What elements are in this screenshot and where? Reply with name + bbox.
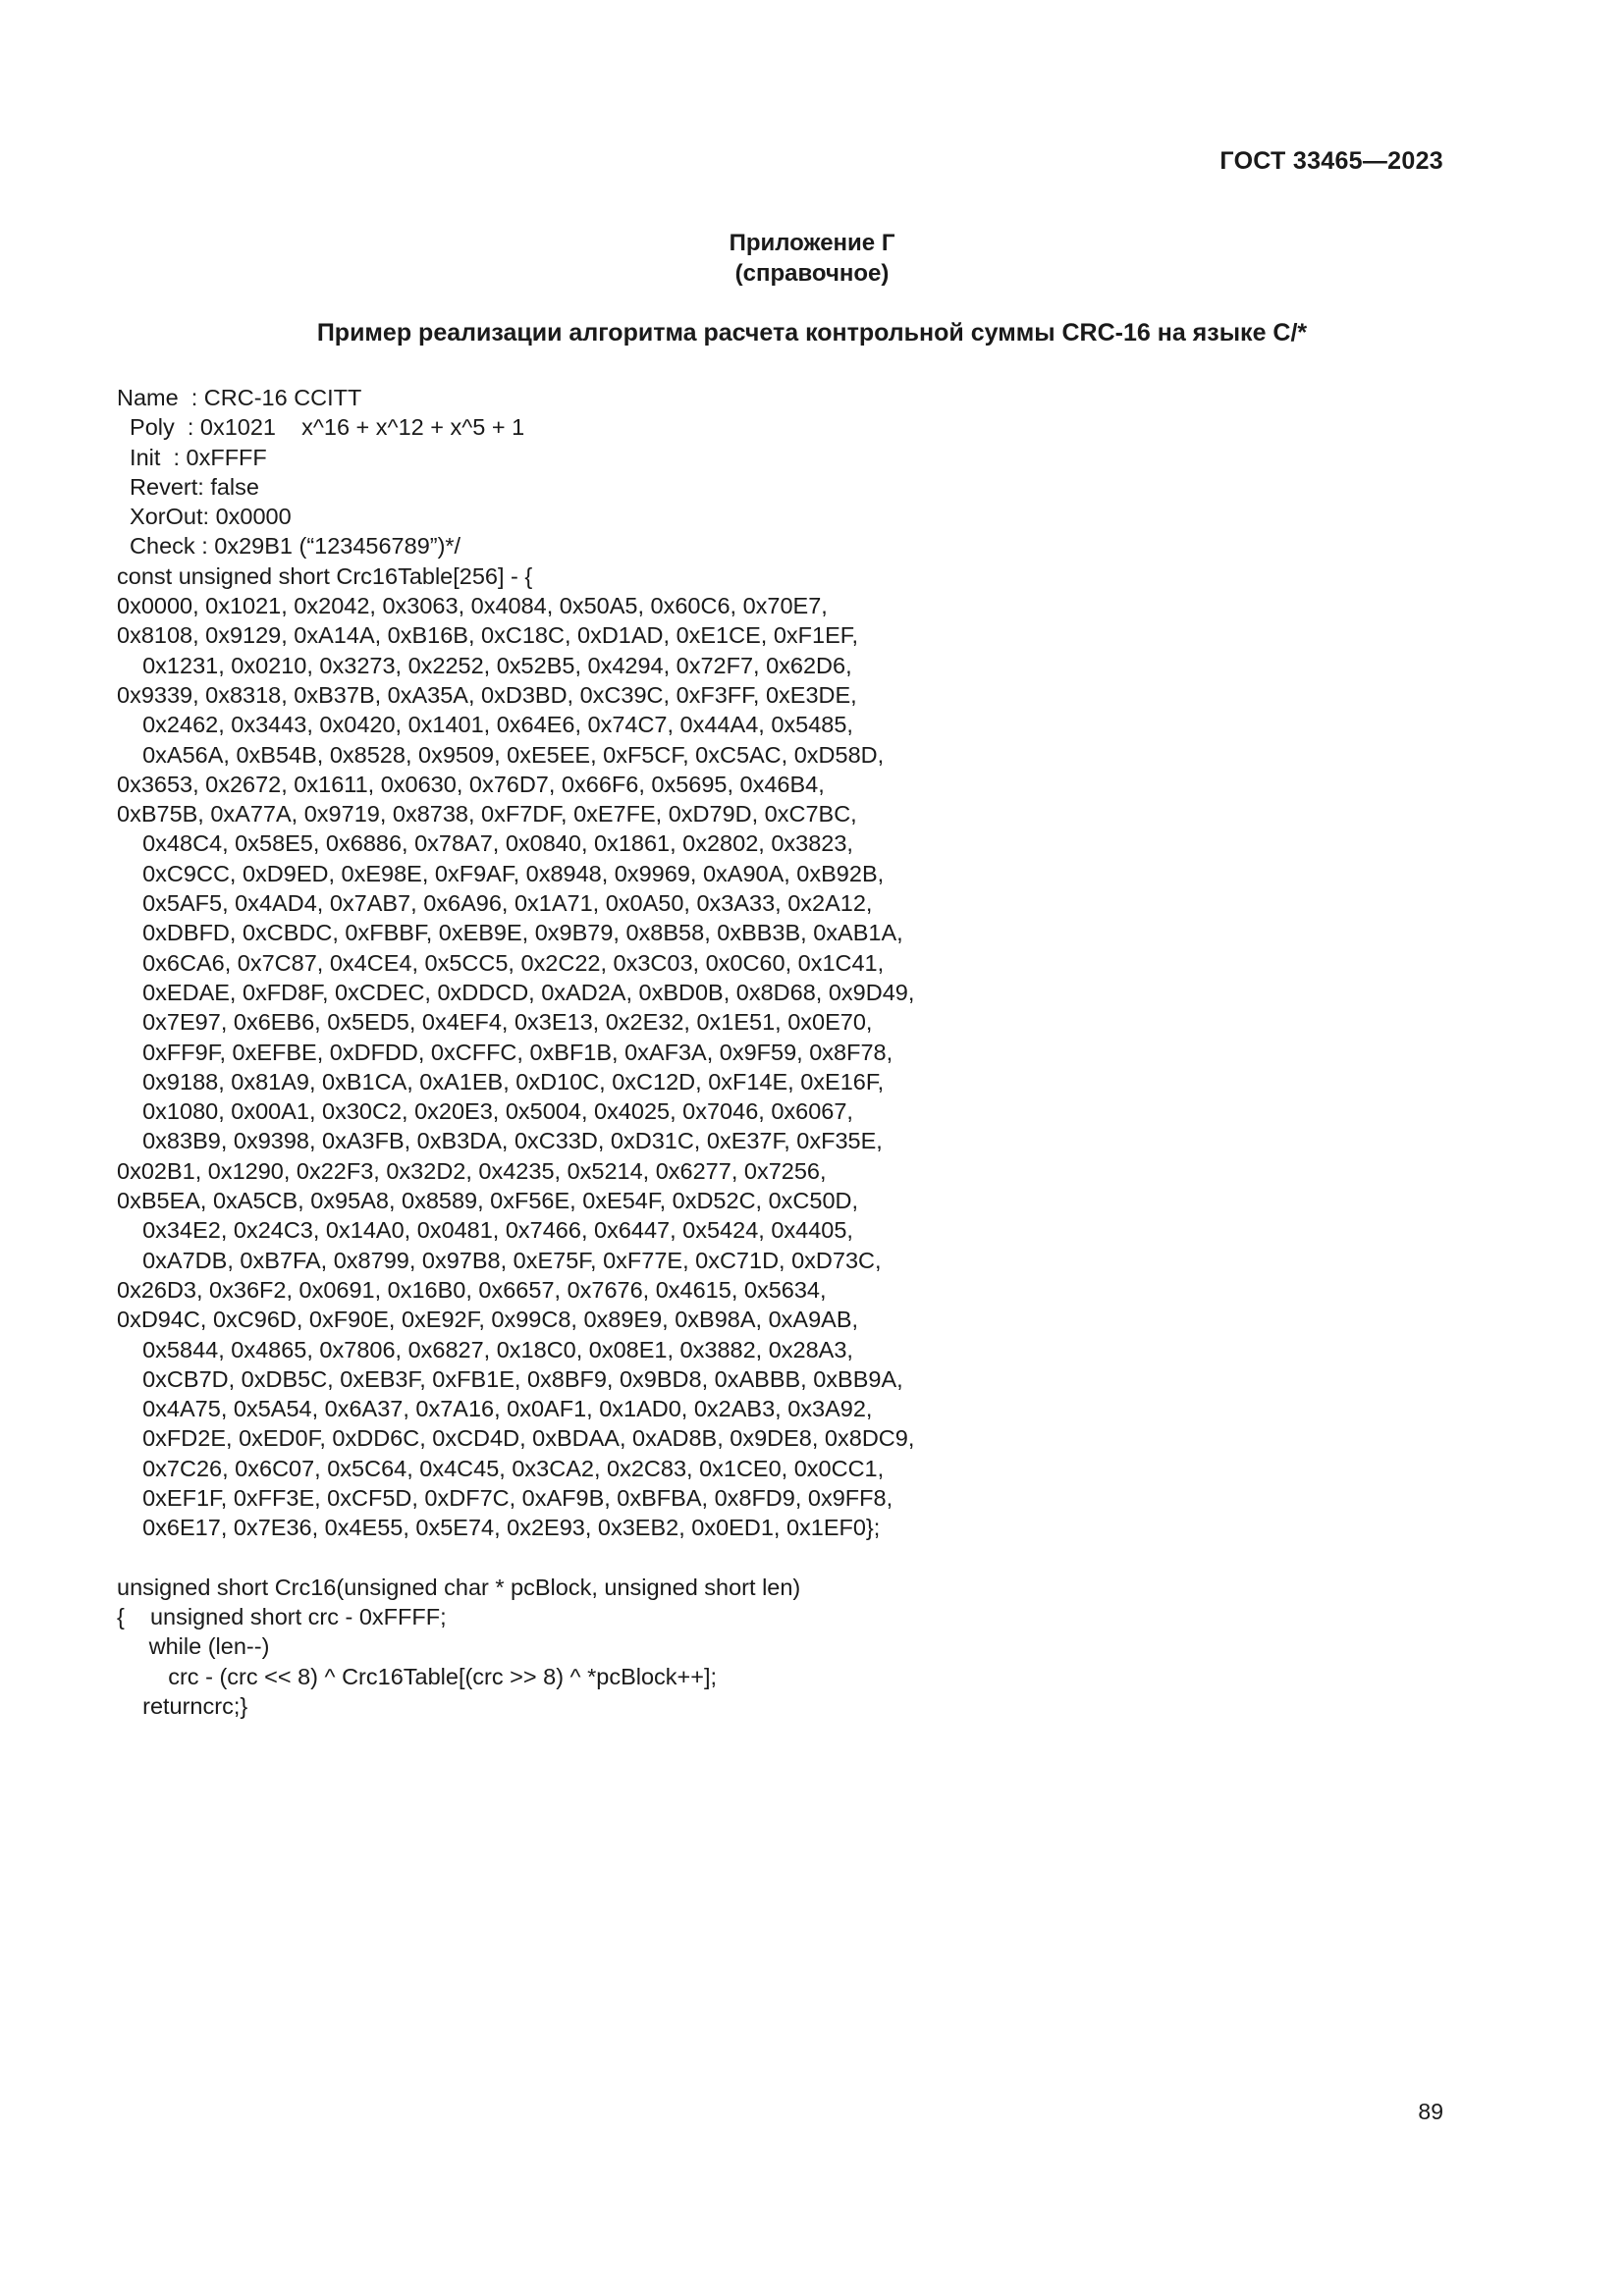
code-line: returncrc;}: [117, 1693, 248, 1720]
code-line: 0xFD2E, 0xED0F, 0xDD6C, 0xCD4D, 0xBDAA, 0xAD8B, 0x9DE8, 0x8DC9,: [117, 1425, 915, 1452]
code-line: Check : 0x29B1 (“123456789”)*/: [117, 533, 461, 560]
code-line: 0xDBFD, 0xCBDC, 0xFBBF, 0xEB9E, 0x9B79, 0x8B58, 0xBB3B, 0xAB1A,: [117, 920, 903, 946]
code-line: 0x5844, 0x4865, 0x7806, 0x6827, 0x18C0, 0x08E1, 0x3882, 0x28A3,: [117, 1336, 853, 1362]
code-line: 0x4A75, 0x5A54, 0x6A37, 0x7A16, 0x0AF1, 0x1AD0, 0x2AB3, 0x3A92,: [117, 1396, 873, 1422]
code-line: 0xD94C, 0xC96D, 0xF90E, 0xE92F, 0x99C8, 0x89E9, 0xB98A, 0xA9AB,: [117, 1307, 859, 1333]
code-line: crc - (crc << 8) ^ Crc16Table[(crc >> 8) ^ *pcBlock++];: [117, 1663, 718, 1689]
code-line: 0x6E17, 0x7E36, 0x4E55, 0x5E74, 0x2E93, 0x3EB2, 0x0ED1, 0x1EF0};: [117, 1515, 881, 1541]
code-line: 0xC9CC, 0xD9ED, 0xE98E, 0xF9AF, 0x8948, 0x9969, 0xA90A, 0xB92B,: [117, 860, 885, 886]
page-number: 89: [1418, 2099, 1443, 2124]
code-line: 0x8108, 0x9129, 0xA14A, 0xB16B, 0xC18C, 0xD1AD, 0xE1CE, 0xF1EF,: [117, 622, 859, 649]
section-title: Пример реализации алгоритма расчета контрольной суммы CRC-16 на языке С/*: [316, 319, 1308, 347]
standard-code: ГОСТ 33465—2023: [1219, 147, 1443, 175]
code-line: [117, 1543, 1472, 1573]
code-line: 0x34E2, 0x24C3, 0x14A0, 0x0481, 0x7466, 0x6447, 0x5424, 0x4405,: [117, 1217, 853, 1244]
code-line: const unsigned short Crc16Table[256] - {: [117, 562, 533, 589]
code-line: 0x9188, 0x81A9, 0xB1CA, 0xA1EB, 0xD10C, 0xC12D, 0xF14E, 0xE16F,: [117, 1068, 885, 1095]
code-line: 0x2462, 0x3443, 0x0420, 0x1401, 0x64E6, 0x74C7, 0x44A4, 0x5485,: [117, 712, 853, 738]
appendix-heading: [0, 228, 1624, 289]
code-line: 0x3653, 0x2672, 0x1611, 0x0630, 0x76D7, 0x66F6, 0x5695, 0x46B4,: [117, 771, 825, 797]
code-line: 0x1231, 0x0210, 0x3273, 0x2252, 0x52B5, 0x4294, 0x72F7, 0x62D6,: [117, 652, 852, 678]
code-line: 0x6CA6, 0x7C87, 0x4CE4, 0x5CC5, 0x2C22, 0x3C03, 0x0C60, 0x1C41,: [117, 949, 885, 976]
code-line: 0x7C26, 0x6C07, 0x5C64, 0x4C45, 0x3CA2, 0x2C83, 0x1CE0, 0x0CC1,: [117, 1455, 885, 1481]
code-line: 0x9339, 0x8318, 0xB37B, 0xA35A, 0xD3BD, 0xC39C, 0xF3FF, 0xE3DE,: [117, 681, 857, 708]
code-line: { unsigned short crc - 0xFFFF;: [117, 1604, 447, 1630]
code-line: 0x5AF5, 0x4AD4, 0x7AB7, 0x6A96, 0x1A71, 0x0A50, 0x3A33, 0x2A12,: [117, 890, 873, 917]
code-line: 0x83B9, 0x9398, 0xA3FB, 0xB3DA, 0xC33D, 0xD31C, 0xE37F, 0xF35E,: [117, 1128, 883, 1154]
code-line: 0xA7DB, 0xB7FA, 0x8799, 0x97B8, 0xE75F, 0xF77E, 0xC71D, 0xD73C,: [117, 1247, 882, 1273]
code-line: 0xB5EA, 0xA5CB, 0x95A8, 0x8589, 0xF56E, 0xE54F, 0xD52C, 0xC50D,: [117, 1188, 859, 1214]
code-line: 0xCB7D, 0xDB5C, 0xEB3F, 0xFB1E, 0x8BF9, 0x9BD8, 0xABBB, 0xBB9A,: [117, 1365, 903, 1392]
code-line: 0xB75B, 0xA77A, 0x9719, 0x8738, 0xF7DF, 0xE7FE, 0xD79D, 0xC7BC,: [117, 801, 857, 828]
code-line: 0x7E97, 0x6EB6, 0x5ED5, 0x4EF4, 0x3E13, 0x2E32, 0x1E51, 0x0E70,: [117, 1009, 873, 1036]
code-line: unsigned short Crc16(unsigned char * pcBlock, unsigned short len): [117, 1574, 801, 1600]
code-line: Poly : 0x1021 x^16 + x^12 + x^5 + 1: [117, 414, 525, 441]
code-line: 0x26D3, 0x36F2, 0x0691, 0x16B0, 0x6657, 0x7676, 0x4615, 0x5634,: [117, 1276, 827, 1303]
code-line: 0xA56A, 0xB54B, 0x8528, 0x9509, 0xE5EE, 0xF5CF, 0xC5AC, 0xD58D,: [117, 741, 885, 768]
code-line: 0x48C4, 0x58E5, 0x6886, 0x78A7, 0x0840, 0x1861, 0x2802, 0x3823,: [117, 830, 853, 857]
code-line: 0x0000, 0x1021, 0x2042, 0x3063, 0x4084, 0x50A5, 0x60C6, 0x70E7,: [117, 593, 828, 619]
code-line: while (len--): [117, 1633, 270, 1660]
code-line: Name : CRC-16 CCITT: [117, 385, 362, 410]
code-line: XorOut: 0x0000: [117, 504, 292, 530]
code-line: Init : 0xFFFF: [117, 444, 267, 470]
appendix-type: (справочное): [734, 260, 890, 287]
appendix-label: Приложение Г: [729, 230, 895, 256]
code-line: 0xEDAE, 0xFD8F, 0xCDEC, 0xDDCD, 0xAD2A, 0xBD0B, 0x8D68, 0x9D49,: [117, 979, 915, 1005]
code-listing: [117, 383, 1472, 1721]
code-line: 0xFF9F, 0xEFBE, 0xDFDD, 0xCFFC, 0xBF1B, 0xAF3A, 0x9F59, 0x8F78,: [117, 1039, 893, 1065]
code-line: 0xEF1F, 0xFF3E, 0xCF5D, 0xDF7C, 0xAF9B, 0xBFBA, 0x8FD9, 0x9FF8,: [117, 1484, 893, 1511]
code-line: Revert: false: [117, 473, 259, 500]
code-line: 0x1080, 0x00A1, 0x30C2, 0x20E3, 0x5004, 0x4025, 0x7046, 0x6067,: [117, 1098, 853, 1125]
code-line: 0x02B1, 0x1290, 0x22F3, 0x32D2, 0x4235, 0x5214, 0x6277, 0x7256,: [117, 1157, 827, 1184]
